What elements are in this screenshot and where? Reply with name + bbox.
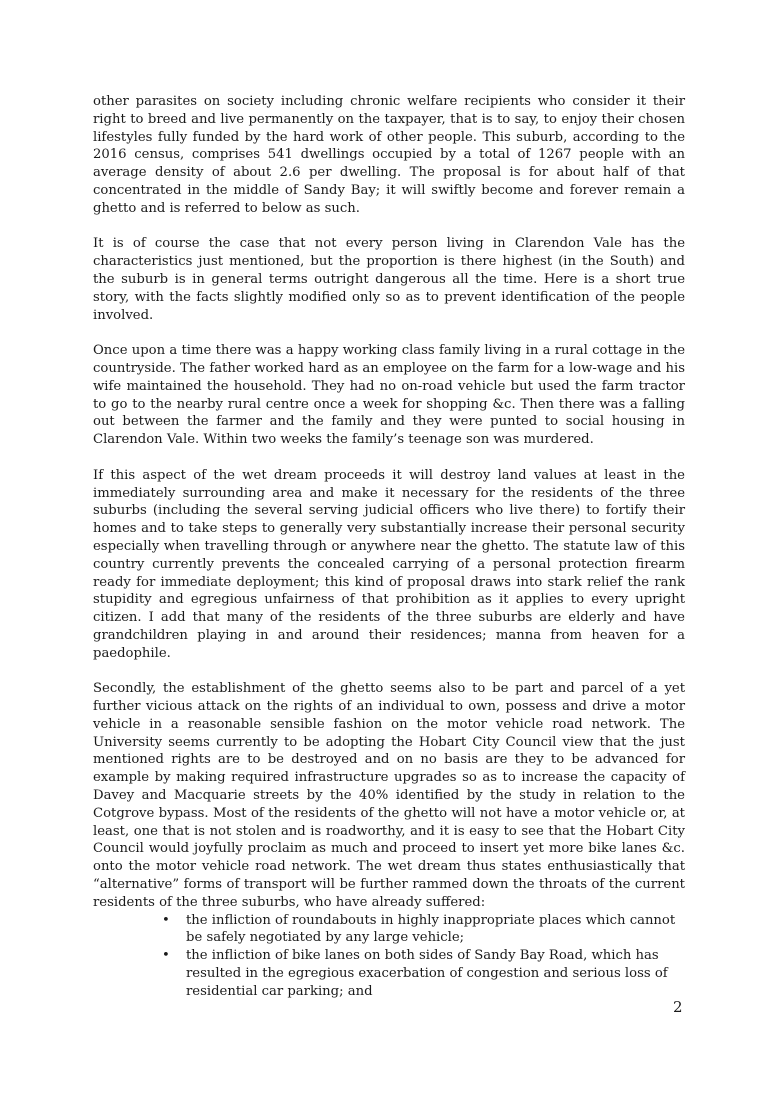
paragraph-5: Secondly, the establishment of the ghetto seems also to be part and parcel of a yet further vicious attack on the rights of an individual to own, possess and drive a motor vehicle in a reasonable sensible fashion on the motor vehicle road network. The University seems currently to be adopting the Hobart City Council view that the just mentioned rights are to be destroyed and on no basis are they to be advanced for example by making required infrastructure upgrades so as to increase the capacity of Davey and Macquarie streets by the 40% identified by the study in relation to the Cotgrove bypass. Most of the residents of the ghetto will not have a motor vehicle or, at least, one that is not stolen and is roadworthy, and it is easy to see that the Hobart City Council would joyfully proclaim as much and proceed to insert yet more bike lanes &c. onto the motor vehicle road network. The wet dream thus states enthusiastically that “alternative” forms of transport will be further rammed down the throats of the current residents of the three suburbs, who have already suffered:: [93, 681, 685, 910]
bullet-icon: •: [162, 948, 170, 964]
bullet-item-1: [93, 912, 685, 948]
paragraph-1: other parasites on society including chronic welfare recipients who consider it their right to breed and live permanently on the taxpayer, that is to say, to enjoy their chosen lifestyles fully funded by the hard work of other people. This suburb, according to the 2016 census, comprises 541 dwellings occupied by a total of 1267 people with an average density of about 2.6 per dwelling. The proposal is for about half of that concentrated in the middle of Sandy Bay; it will swiftly become and forever remain a ghetto and is referred to below as such.: [93, 94, 685, 216]
bullet-icon: •: [162, 912, 170, 928]
bullet-list: [93, 912, 685, 1001]
bullet-item-2: [93, 947, 685, 1000]
bullet-item-text: the infliction of roundabouts in highly inappropriate places which cannot be safely negotiated by any large vehicle;: [186, 912, 676, 946]
paragraph-2: It is of course the case that not every person living in Clarendon Vale has the characteristics just mentioned, but the proportion is there highest (in the South) and the suburb is in general terms outright dangerous all the time. Here is a short true story, with the facts slightly modified only so as to prevent identification of the people involved.: [93, 236, 685, 323]
bullet-item-text: the infliction of bike lanes on both sides of Sandy Bay Road, which has resulted in the egregious exacerbation of congestion and serious loss of residential car parking; and: [186, 948, 668, 999]
page-body: [93, 93, 685, 1001]
paragraph-4: If this aspect of the wet dream proceeds it will destroy land values at least in the immediately surrounding area and make it necessary for the residents of the three suburbs (including the several serving judicial officers who live there) to fortify their homes and to take steps to generally very substantially increase their personal security especially when travelling through or anywhere near the ghetto. The statute law of this country currently prevents the concealed carrying of a personal protection firearm ready for immediate deployment; this kind of proposal draws into stark relief the rank stupidity and egregious unfairness of that prohibition as it applies to every upright citizen. I add that many of the residents of the three suburbs are elderly and have grandchildren playing in and around their residences; manna from heaven for a paedophile.: [93, 467, 685, 661]
paragraph-3: Once upon a time there was a happy working class family living in a rural cottage in the countryside. The father worked hard as an employee on the farm for a low-wage and his wife maintained the household. They had no on-road vehicle but used the farm tractor to go to the nearby rural centre once a week for shopping &c. Then there was a falling out between the farmer and the family and they were punted to social housing in Clarendon Vale. Within two weeks the family’s teenage son was murdered.: [93, 343, 685, 448]
page-number: 2: [673, 998, 683, 1016]
